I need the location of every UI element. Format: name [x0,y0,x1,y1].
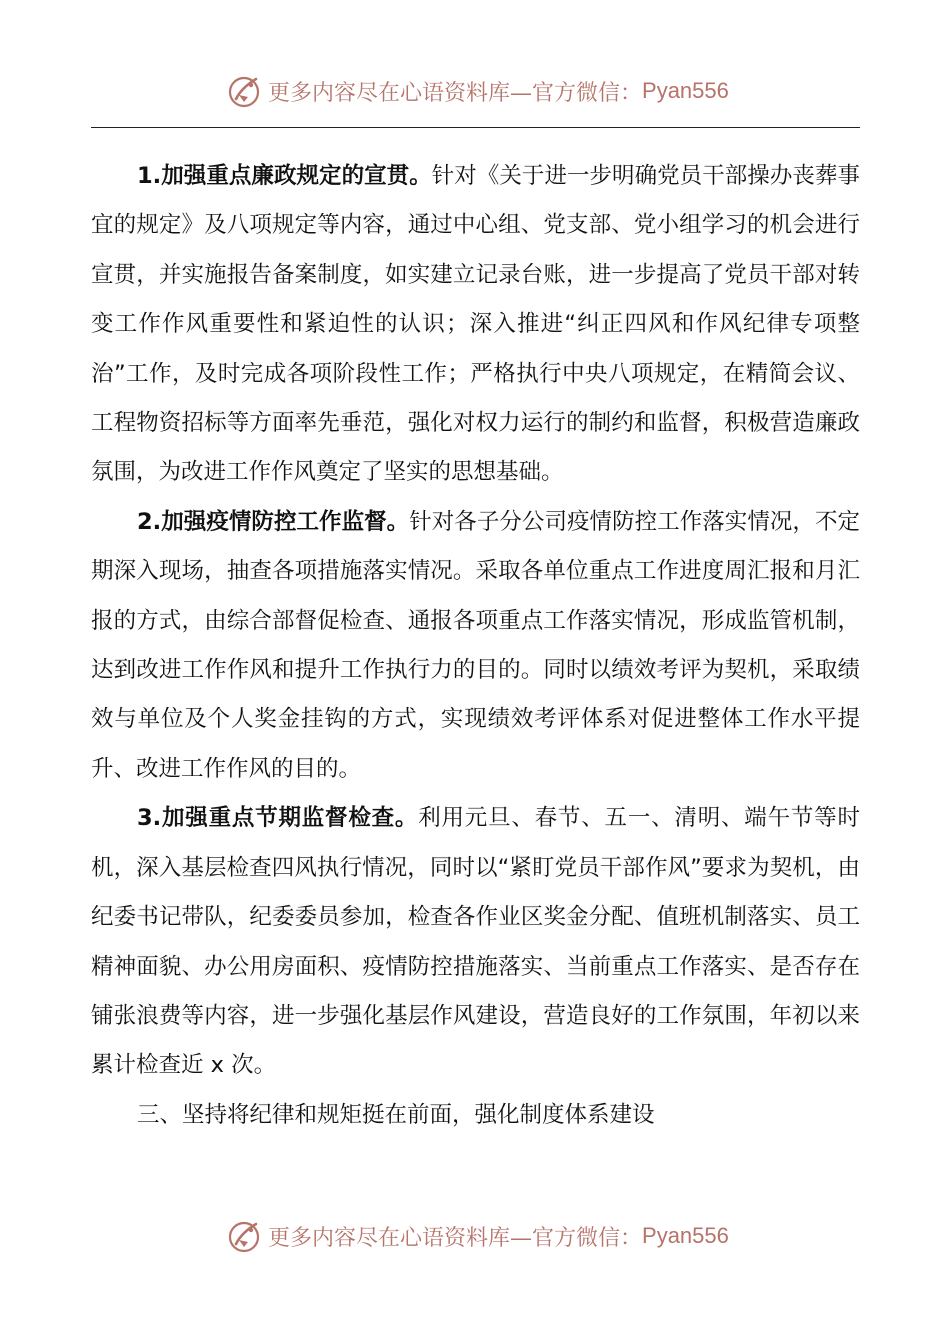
header-divider [91,127,860,128]
watermark-text: 更多内容尽在心语资料库—官方微信： [268,80,643,106]
paragraph-1 [91,152,860,498]
header-watermark [0,68,950,114]
paragraph-2-lead: 2.加强疫情防控工作监督。 [137,508,410,535]
document-body [91,152,860,1140]
paragraph-1-lead: 1.加强重点廉政规定的宣贯。 [137,163,432,189]
paragraph-3 [91,794,860,1090]
section-title: 三、坚持将纪律和规矩挺在前面，强化制度体系建设 [137,1101,655,1128]
logo-icon [226,1218,262,1254]
watermark-wechat-id: Pyan556 [642,1223,729,1248]
watermark-wechat-id: Pyan556 [642,78,729,103]
paragraph-3-lead: 3.加强重点节期监督检查。 [137,805,419,832]
paragraph-1-body: 针对《关于进一步明确党员干部操办丧葬事宜的规定》及八项规定等内容，通过中心组、党支部、党小组学习的机会进行宣贯，并实施报告备案制度，如实建立记录台账，进一步提高了党员干部对转变工作作风重要性和紧迫性的认识；深入推进“纠正四风和作风纪律专项整治”工作，及时完成各项阶段性工作；严格执行中央八项规定，在精简会议、工程物资招标等方面率先垂范，强化对权力运行的制约和监督，积极营造廉政氛围，为改进工作作风奠定了坚实的思想基础。 [91,163,860,486]
paragraph-2-body: 针对各子分公司疫情防控工作落实情况，不定期深入现场，抽查各项措施落实情况。采取各单位重点工作进度周汇报和月汇报的方式，由综合部督促检查、通报各项重点工作落实情况，形成监管机制，达到改进工作作风和提升工作执行力的目的。同时以绩效考评为契机，采取绩效与单位及个人奖金挂钩的方式，实现绩效考评体系对促进整体工作水平提升、改进工作作风的目的。 [91,508,860,782]
footer-watermark [0,1213,950,1259]
paragraph-2 [91,498,860,794]
paragraph-3-body: 利用元旦、春节、五一、清明、端午节等时机，深入基层检查四风执行情况，同时以“紧盯党员干部作风”要求为契机，由纪委书记带队，纪委委员参加，检查各作业区奖金分配、值班机制落实、员工精神面貌、办公用房面积、疫情防控措施落实、当前重点工作落实、是否存在铺张浪费等内容，进一步强化基层作风建设，营造良好的工作氛围，年初以来累计检查近 x 次。 [91,805,860,1079]
watermark-text: 更多内容尽在心语资料库—官方微信： [268,1225,643,1251]
logo-icon [226,73,262,109]
